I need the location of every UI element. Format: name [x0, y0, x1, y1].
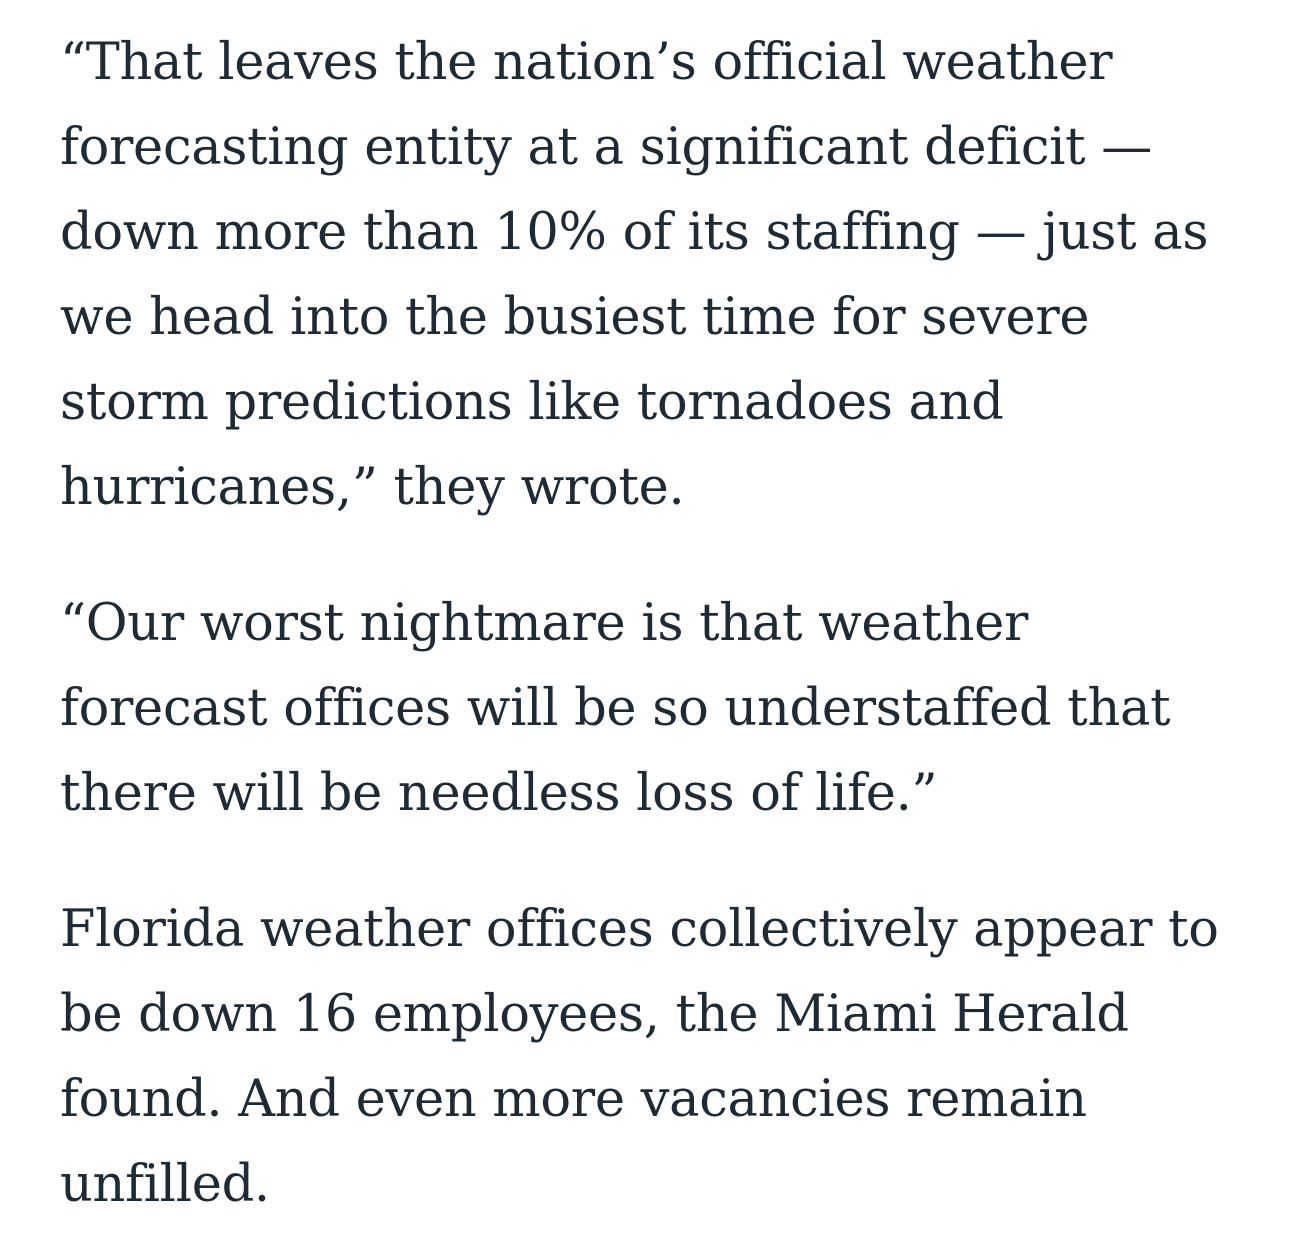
- paragraph-line: “Our worst nightmare is that weather: [60, 594, 1029, 653]
- paragraph-line: there will be needless loss of life.”: [60, 764, 938, 823]
- paragraph-line: storm predictions like tornadoes and: [60, 373, 1004, 432]
- paragraph-line: unfilled.: [60, 1155, 270, 1214]
- paragraph-florida-offices: [60, 887, 1230, 1227]
- paragraph-line: found. And even more vacancies remain: [60, 1070, 1087, 1129]
- paragraph-line: we head into the busiest time for severe: [60, 288, 1090, 347]
- paragraph-line: forecast offices will be so understaffed that: [60, 679, 1171, 738]
- paragraph-line: be down 16 employees, the Miami Herald: [60, 985, 1129, 1044]
- paragraph-line: “That leaves the nation’s official weather: [60, 33, 1113, 92]
- article-body: [60, 20, 1230, 1227]
- paragraph-quote-worst-nightmare: [60, 581, 1230, 836]
- paragraph-quote-staffing-deficit: [60, 20, 1230, 530]
- paragraph-line: forecasting entity at a significant deficit —: [60, 118, 1152, 177]
- paragraph-line: Florida weather offices collectively appear to: [60, 900, 1219, 959]
- paragraph-line: down more than 10% of its staffing — just as: [60, 203, 1209, 262]
- paragraph-line: hurricanes,” they wrote.: [60, 458, 685, 517]
